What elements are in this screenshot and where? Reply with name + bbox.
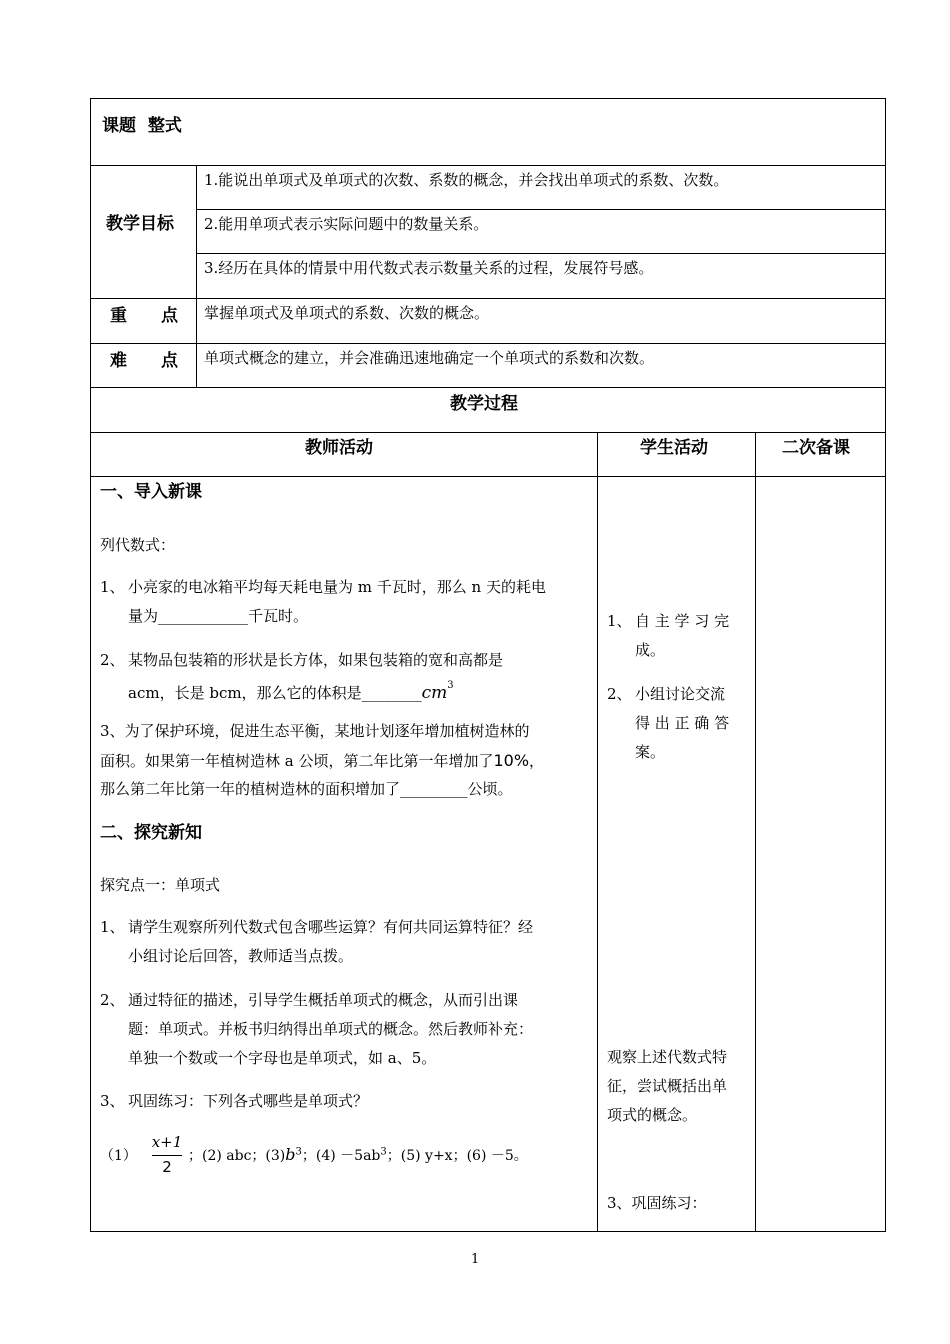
key-point-label: 重 点	[110, 306, 178, 326]
question-number: 1、	[100, 578, 125, 596]
step-number: 1、	[100, 918, 125, 936]
question-line: 某物品包装箱的形状是长方体，如果包装箱的宽和高都是	[128, 651, 504, 669]
observe-line: 项式的概念。	[607, 1106, 698, 1124]
process-title: 教学过程	[450, 394, 518, 414]
question-number: 2、	[100, 651, 125, 669]
explore-point: 探究点一：单项式	[100, 876, 221, 894]
question-3	[100, 717, 595, 805]
question-line: acm，长是 bcm，那么它的体积是________	[128, 684, 422, 702]
exponent: 3	[380, 1146, 387, 1158]
question-line: 量为____________千瓦时。	[128, 607, 309, 625]
row-divider	[90, 432, 886, 433]
section-heading: 一、导入新课	[100, 482, 202, 502]
fraction-numerator: x+1	[151, 1133, 183, 1151]
step-number: 3、	[100, 1092, 125, 1110]
objective-item: 1.能说出单项式及单项式的次数、系数的概念，并会找出单项式的系数、次数。	[204, 171, 729, 189]
question-line-wrap	[128, 675, 454, 708]
objectives-label: 教学目标	[106, 214, 174, 234]
row-divider	[90, 343, 886, 344]
unit-exponent: 3	[447, 680, 454, 691]
col-divider	[597, 432, 598, 1231]
table-border-top	[90, 98, 886, 99]
notes-column-header: 二次备课	[782, 438, 850, 458]
item-line: 自 主 学 习 完	[635, 612, 730, 630]
objective-item: 2.能用单项式表示实际问题中的数量关系。	[204, 215, 489, 233]
difficulty-label: 难 点	[110, 351, 178, 371]
row-divider	[90, 476, 886, 477]
table-border-right	[885, 98, 886, 1232]
col-divider	[196, 165, 197, 387]
student-column-header: 学生活动	[640, 438, 708, 458]
key-point-text: 掌握单项式及单项式的系数、次数的概念。	[204, 304, 490, 322]
exercise-text: ；(4) －5ab	[301, 1148, 381, 1164]
fraction-denominator: 2	[162, 1158, 172, 1176]
row-divider	[90, 298, 886, 299]
step-line: 巩固练习：下列各式哪些是单项式？	[128, 1092, 369, 1110]
row-divider	[196, 209, 886, 210]
table-border-bottom	[90, 1231, 886, 1232]
step-line: 题：单项式。并板书归纳得出单项式的概念。然后教师补充：	[128, 1020, 534, 1038]
question-line: 面积。如果第一年植树造林 a 公顷，第二年比第一年增加了	[100, 752, 494, 770]
exercise-rest	[188, 1145, 528, 1165]
question-line-wrap	[100, 746, 544, 776]
question-line: 3、为了保护环境，促进生态平衡，某地计划逐年增加植树造林的	[100, 722, 530, 740]
item-line: 成。	[635, 641, 666, 659]
question-2	[100, 646, 595, 704]
item-number: 1、	[607, 612, 632, 630]
question-line: 那么第二年比第一年的植树造林的面积增加了_________公顷。	[100, 780, 513, 798]
item-line: 小组讨论交流	[635, 685, 726, 703]
student-item-1	[607, 607, 751, 665]
percent-value: 10%	[493, 751, 530, 770]
question-1	[100, 573, 595, 631]
question-line: 小亮家的电冰箱平均每天耗电量为 m 千瓦时，那么 n 天的耗电	[128, 578, 546, 596]
observe-line: 征，尝试概括出单	[607, 1077, 728, 1095]
exercise-text: ；(2) abc；(3)	[188, 1148, 286, 1164]
unit-cm: cm	[421, 683, 448, 703]
student-practice: 3、巩固练习：	[607, 1194, 707, 1212]
punctuation: ，	[529, 752, 545, 770]
exercise-line	[100, 1133, 595, 1179]
explore-step-2	[100, 986, 595, 1073]
row-divider	[90, 165, 886, 166]
observe-line: 观察上述代数式特	[607, 1048, 728, 1066]
exercise-label: （1）	[100, 1148, 137, 1164]
step-number: 2、	[100, 991, 125, 1009]
lesson-title: 整式	[147, 116, 182, 136]
fraction	[150, 1133, 183, 1177]
table-border-left	[90, 98, 91, 1232]
student-observe	[607, 1043, 751, 1130]
fraction-bar	[152, 1155, 182, 1156]
intro-text: 列代数式：	[100, 536, 176, 554]
exponent: 3	[295, 1146, 302, 1158]
item-number: 2、	[607, 685, 632, 703]
step-line: 单独一个数或一个字母也是单项式，如 a、5。	[128, 1049, 437, 1067]
lesson-label: 课题	[102, 116, 136, 136]
section-heading: 二、探究新知	[100, 823, 202, 843]
item-line: 得 出 正 确 答	[635, 714, 730, 732]
variable-b: b	[285, 1145, 296, 1164]
difficulty-text: 单项式概念的建立，并会准确迅速地确定一个单项式的系数和次数。	[204, 349, 655, 367]
teacher-column-header: 教师活动	[305, 438, 373, 458]
objective-item: 3.经历在具体的情景中用代数式表示数量关系的过程，发展符号感。	[204, 259, 654, 277]
step-line: 通过特征的描述，引导学生概括单项式的概念，从而引出课	[128, 991, 519, 1009]
exercise-text: ；(5) y+x；(6) －5。	[386, 1148, 528, 1164]
student-item-2	[607, 680, 751, 767]
step-line: 小组讨论后回答，教师适当点拨。	[128, 947, 354, 965]
col-divider	[755, 432, 756, 1231]
explore-step-3	[100, 1087, 595, 1116]
explore-step-1	[100, 913, 595, 971]
step-line: 请学生观察所列代数式包含哪些运算？有何共同运算特征？经	[128, 918, 534, 936]
lesson-header	[102, 116, 182, 136]
page-number: 1	[471, 1252, 480, 1267]
item-line: 案。	[635, 743, 666, 761]
row-divider	[90, 387, 886, 388]
row-divider	[196, 253, 886, 254]
